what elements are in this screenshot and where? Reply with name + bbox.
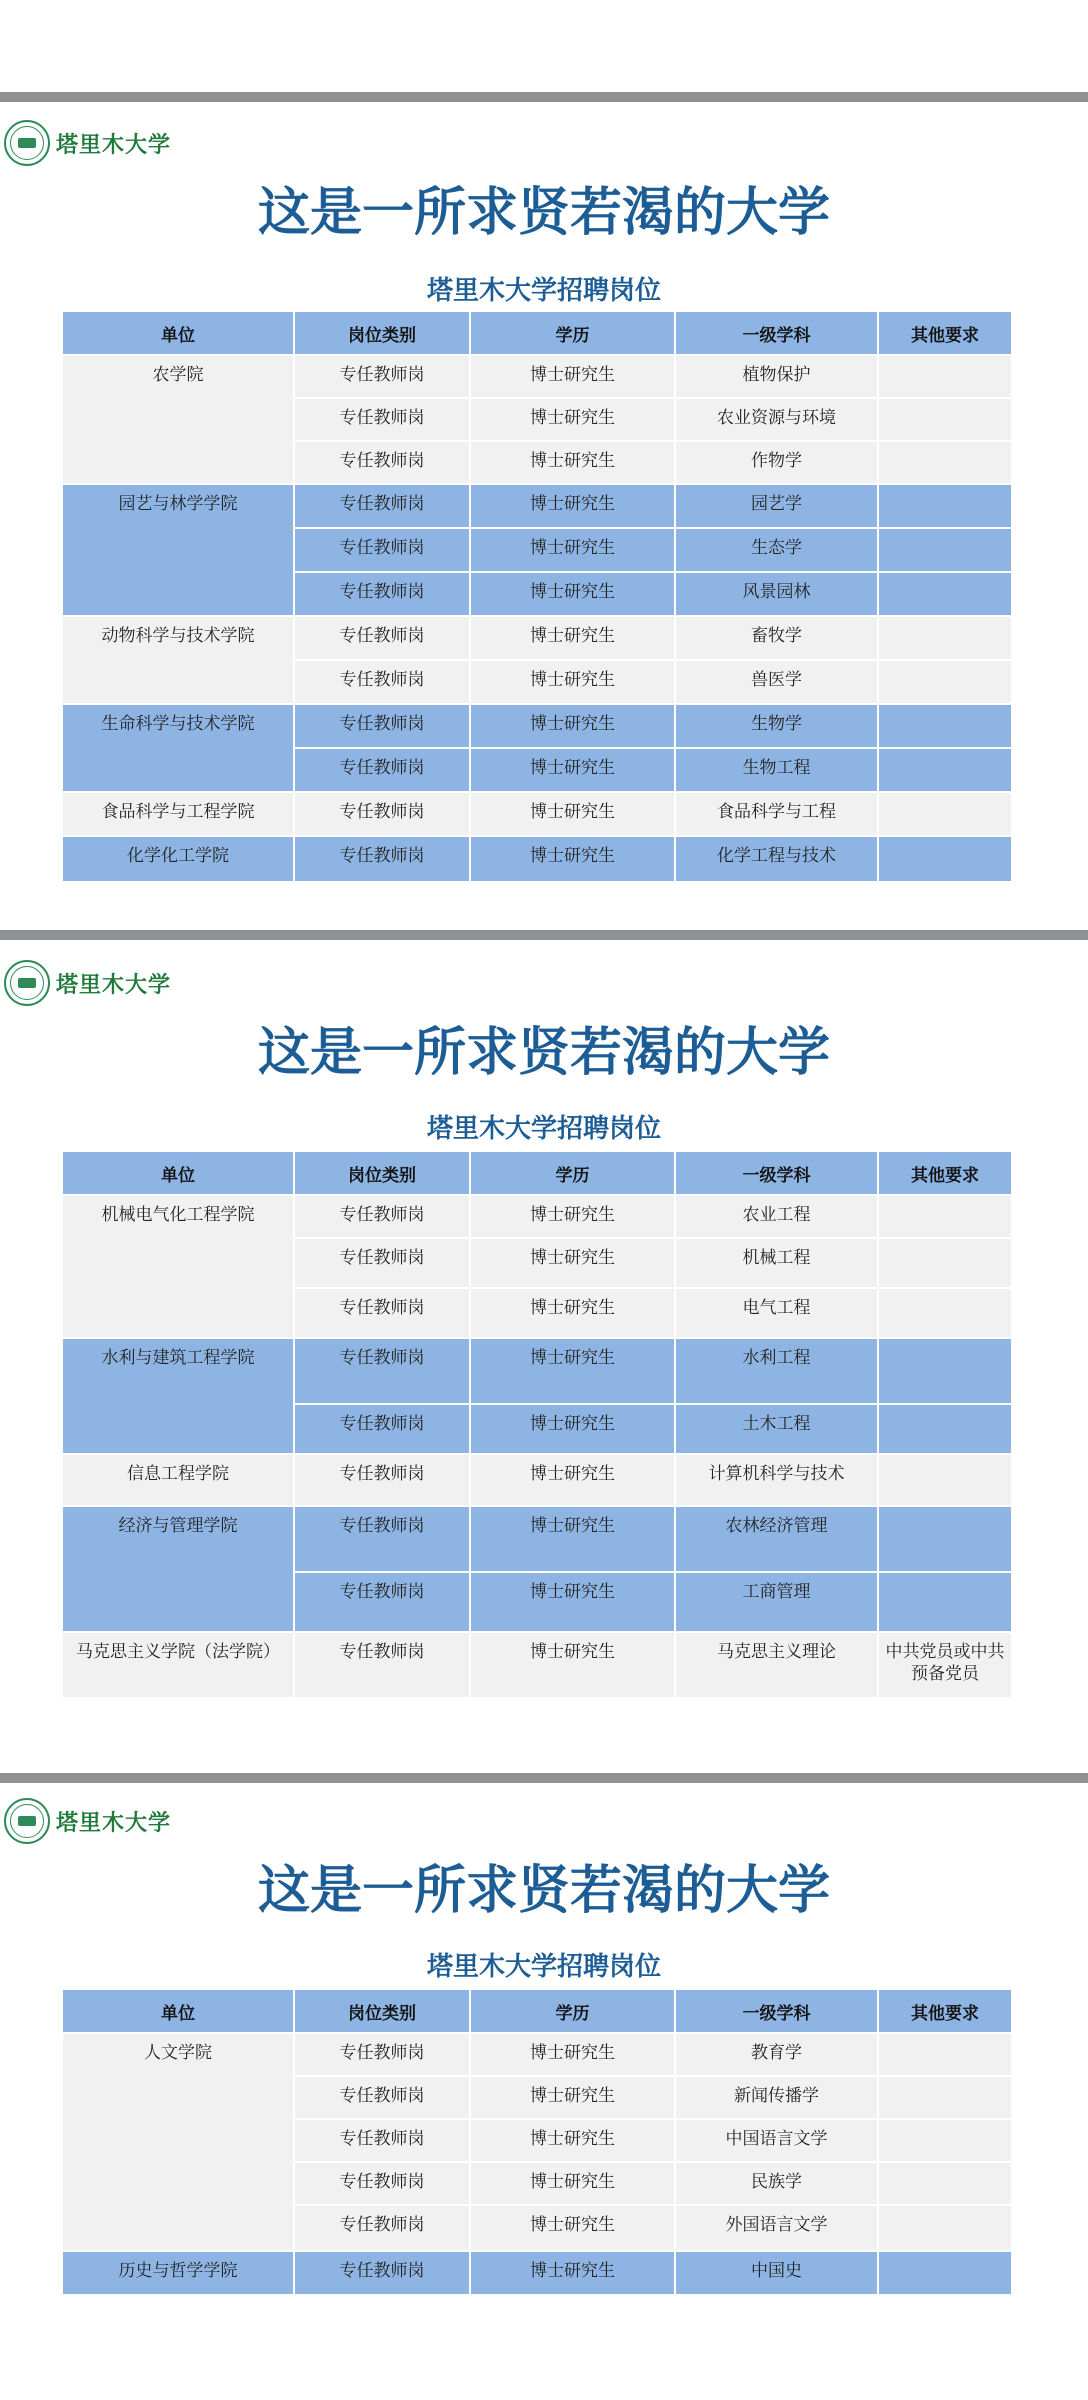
type-cell: 专任教师岗: [294, 1506, 470, 1572]
other-cell: [878, 1238, 1012, 1288]
type-cell: 专任教师岗: [294, 1195, 470, 1238]
type-cell: 专任教师岗: [294, 616, 470, 660]
degree-cell: 博士研究生: [470, 572, 675, 616]
type-cell: 专任教师岗: [294, 441, 470, 484]
degree-cell: 博士研究生: [470, 748, 675, 792]
header-degree: 学历: [470, 311, 675, 355]
degree-cell: 博士研究生: [470, 836, 675, 882]
subject-cell: 兽医学: [675, 660, 878, 704]
main-title: 这是一所求贤若渴的大学: [257, 183, 830, 243]
logo-text: 塔里木大学: [56, 1809, 172, 1836]
header-unit: 单位: [62, 1989, 294, 2033]
table-row: [62, 792, 1012, 836]
subject-cell: 马克思主义理论: [675, 1632, 878, 1698]
other-cell: [878, 2162, 1012, 2205]
unit-cell: 生命科学与技术学院: [62, 704, 294, 792]
degree-cell: 博士研究生: [470, 441, 675, 484]
subject-cell: 作物学: [675, 441, 878, 484]
degree-cell: 博士研究生: [470, 398, 675, 441]
table-row: [62, 704, 1012, 748]
recruitment-table: [61, 1150, 1013, 1699]
unit-cell: 动物科学与技术学院: [62, 616, 294, 704]
subject-cell: 新闻传播学: [675, 2076, 878, 2119]
table-row: [62, 355, 1012, 398]
degree-cell: 博士研究生: [470, 704, 675, 748]
degree-cell: 博士研究生: [470, 2205, 675, 2251]
type-cell: 专任教师岗: [294, 748, 470, 792]
other-cell: [878, 660, 1012, 704]
type-cell: 专任教师岗: [294, 1632, 470, 1698]
table-row: [62, 2251, 1012, 2295]
other-cell: [878, 355, 1012, 398]
main-title: 这是一所求贤若渴的大学: [257, 1023, 830, 1083]
degree-cell: 博士研究生: [470, 1195, 675, 1238]
degree-cell: 博士研究生: [470, 616, 675, 660]
type-cell: 专任教师岗: [294, 2076, 470, 2119]
unit-cell: 园艺与林学学院: [62, 484, 294, 616]
subject-cell: 民族学: [675, 2162, 878, 2205]
other-cell: [878, 572, 1012, 616]
type-cell: 专任教师岗: [294, 660, 470, 704]
type-cell: 专任教师岗: [294, 1238, 470, 1288]
unit-cell: 历史与哲学学院: [62, 2251, 294, 2295]
subject-cell: 食品科学与工程: [675, 792, 878, 836]
degree-cell: 博士研究生: [470, 1506, 675, 1572]
unit-cell: 机械电气化工程学院: [62, 1195, 294, 1338]
header-unit: 单位: [62, 1151, 294, 1195]
subject-cell: 农林经济管理: [675, 1506, 878, 1572]
other-cell: [878, 2119, 1012, 2162]
other-cell: [878, 1454, 1012, 1506]
degree-cell: 博士研究生: [470, 484, 675, 528]
subject-cell: 园艺学: [675, 484, 878, 528]
table-row: [62, 1454, 1012, 1506]
degree-cell: 博士研究生: [470, 2119, 675, 2162]
subject-cell: 外国语言文学: [675, 2205, 878, 2251]
type-cell: 专任教师岗: [294, 2162, 470, 2205]
unit-cell: 食品科学与工程学院: [62, 792, 294, 836]
degree-cell: 博士研究生: [470, 1572, 675, 1632]
unit-cell: 人文学院: [62, 2033, 294, 2251]
type-cell: 专任教师岗: [294, 1454, 470, 1506]
type-cell: 专任教师岗: [294, 2119, 470, 2162]
type-cell: 专任教师岗: [294, 704, 470, 748]
main-title: 这是一所求贤若渴的大学: [257, 1861, 830, 1921]
subject-cell: 教育学: [675, 2033, 878, 2076]
type-cell: 专任教师岗: [294, 792, 470, 836]
degree-cell: 博士研究生: [470, 355, 675, 398]
table-row: [62, 1195, 1012, 1238]
table-title: 塔里木大学招聘岗位: [426, 276, 661, 306]
subject-cell: 生态学: [675, 528, 878, 572]
unit-cell: 马克思主义学院（法学院）: [62, 1632, 294, 1698]
header-degree: 学历: [470, 1151, 675, 1195]
header-subject: 一级学科: [675, 1151, 878, 1195]
subject-cell: 生物学: [675, 704, 878, 748]
subject-cell: 农业工程: [675, 1195, 878, 1238]
unit-cell: 信息工程学院: [62, 1454, 294, 1506]
degree-cell: 博士研究生: [470, 2162, 675, 2205]
other-cell: [878, 616, 1012, 660]
type-cell: 专任教师岗: [294, 572, 470, 616]
degree-cell: 博士研究生: [470, 792, 675, 836]
other-cell: [878, 792, 1012, 836]
table-row: [62, 616, 1012, 660]
subject-cell: 中国语言文学: [675, 2119, 878, 2162]
unit-cell: 化学化工学院: [62, 836, 294, 882]
header-other: 其他要求: [878, 1151, 1012, 1195]
subject-cell: 植物保护: [675, 355, 878, 398]
subject-cell: 农业资源与环境: [675, 398, 878, 441]
subject-cell: 畜牧学: [675, 616, 878, 660]
table-title: 塔里木大学招聘岗位: [426, 1952, 661, 1982]
unit-cell: 水利与建筑工程学院: [62, 1338, 294, 1454]
other-cell: [878, 2076, 1012, 2119]
other-cell: [878, 2033, 1012, 2076]
unit-cell: 经济与管理学院: [62, 1506, 294, 1632]
header-type: 岗位类别: [294, 1989, 470, 2033]
subject-cell: 化学工程与技术: [675, 836, 878, 882]
subject-cell: 计算机科学与技术: [675, 1454, 878, 1506]
degree-cell: 博士研究生: [470, 2076, 675, 2119]
other-cell: [878, 1288, 1012, 1338]
degree-cell: 博士研究生: [470, 1288, 675, 1338]
recruitment-table: [61, 1988, 1013, 2296]
university-logo: [4, 960, 171, 1006]
university-seal-icon: [4, 120, 50, 166]
header-type: 岗位类别: [294, 311, 470, 355]
recruitment-table: [61, 310, 1013, 883]
degree-cell: 博士研究生: [470, 1454, 675, 1506]
type-cell: 专任教师岗: [294, 836, 470, 882]
subject-cell: 生物工程: [675, 748, 878, 792]
other-cell: [878, 836, 1012, 882]
other-cell: 中共党员或中共预备党员: [878, 1632, 1012, 1698]
other-cell: [878, 1506, 1012, 1572]
table-row: [62, 484, 1012, 528]
logo-text: 塔里木大学: [56, 971, 172, 998]
degree-cell: 博士研究生: [470, 1338, 675, 1404]
degree-cell: 博士研究生: [470, 660, 675, 704]
subject-cell: 土木工程: [675, 1404, 878, 1454]
header-degree: 学历: [470, 1989, 675, 2033]
header-other: 其他要求: [878, 311, 1012, 355]
degree-cell: 博士研究生: [470, 2251, 675, 2295]
university-seal-icon: [4, 1798, 50, 1844]
type-cell: 专任教师岗: [294, 2205, 470, 2251]
type-cell: 专任教师岗: [294, 528, 470, 572]
table-row: [62, 836, 1012, 882]
table-row: [62, 2033, 1012, 2076]
subject-cell: 机械工程: [675, 1238, 878, 1288]
subject-cell: 中国史: [675, 2251, 878, 2295]
degree-cell: 博士研究生: [470, 1404, 675, 1454]
degree-cell: 博士研究生: [470, 1238, 675, 1288]
type-cell: 专任教师岗: [294, 2251, 470, 2295]
section-divider: [0, 1773, 1088, 1783]
other-cell: [878, 704, 1012, 748]
type-cell: 专任教师岗: [294, 1404, 470, 1454]
header-subject: 一级学科: [675, 311, 878, 355]
other-cell: [878, 748, 1012, 792]
other-cell: [878, 2205, 1012, 2251]
university-logo: [4, 1798, 171, 1844]
table-row: [62, 1632, 1012, 1698]
university-seal-icon: [4, 960, 50, 1006]
subject-cell: 电气工程: [675, 1288, 878, 1338]
other-cell: [878, 484, 1012, 528]
unit-cell: 农学院: [62, 355, 294, 484]
header-subject: 一级学科: [675, 1989, 878, 2033]
type-cell: 专任教师岗: [294, 1288, 470, 1338]
logo-text: 塔里木大学: [56, 131, 172, 158]
table-title: 塔里木大学招聘岗位: [426, 1114, 661, 1144]
other-cell: [878, 1404, 1012, 1454]
university-logo: [4, 120, 171, 166]
subject-cell: 风景园林: [675, 572, 878, 616]
section-divider: [0, 930, 1088, 940]
other-cell: [878, 441, 1012, 484]
other-cell: [878, 1338, 1012, 1404]
other-cell: [878, 1195, 1012, 1238]
table-row: [62, 1338, 1012, 1404]
header-unit: 单位: [62, 311, 294, 355]
other-cell: [878, 2251, 1012, 2295]
degree-cell: 博士研究生: [470, 2033, 675, 2076]
subject-cell: 工商管理: [675, 1572, 878, 1632]
other-cell: [878, 1572, 1012, 1632]
other-cell: [878, 398, 1012, 441]
header-type: 岗位类别: [294, 1151, 470, 1195]
type-cell: 专任教师岗: [294, 2033, 470, 2076]
type-cell: 专任教师岗: [294, 398, 470, 441]
subject-cell: 水利工程: [675, 1338, 878, 1404]
degree-cell: 博士研究生: [470, 1632, 675, 1698]
table-row: [62, 1506, 1012, 1572]
section-divider: [0, 92, 1088, 102]
header-other: 其他要求: [878, 1989, 1012, 2033]
other-cell: [878, 528, 1012, 572]
type-cell: 专任教师岗: [294, 355, 470, 398]
type-cell: 专任教师岗: [294, 1572, 470, 1632]
degree-cell: 博士研究生: [470, 528, 675, 572]
type-cell: 专任教师岗: [294, 484, 470, 528]
type-cell: 专任教师岗: [294, 1338, 470, 1404]
